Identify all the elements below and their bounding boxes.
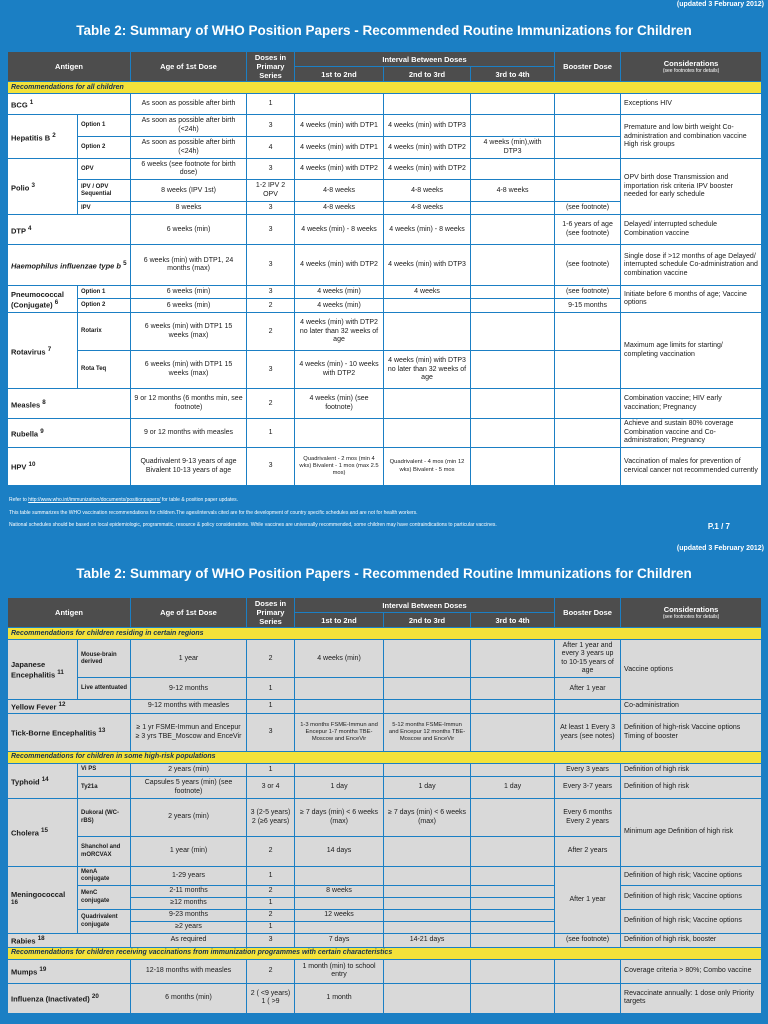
cell-empty — [384, 640, 471, 678]
antigen-pneumococcal: Pneumococcal (Conjugate) $^6$ — [8, 286, 78, 313]
cell-empty — [384, 898, 471, 910]
table-row — [8, 159, 762, 180]
antigen-mumps: Mumps $^{19}$ — [8, 959, 131, 983]
table-row — [8, 777, 762, 799]
header-booster: Booster Dose — [555, 52, 621, 82]
header-interval-3-4: 3rd to 4th — [471, 67, 555, 82]
cell-age: 8 weeks — [131, 202, 247, 215]
cell-age: As soon as possible after birth — [131, 94, 247, 115]
immunization-table-1 — [7, 51, 762, 486]
header-interval: Interval Between Doses — [295, 52, 555, 67]
cell-empty — [471, 714, 555, 752]
cell-doses: 1 — [247, 419, 295, 448]
cell-booster: (see footnote) — [555, 934, 621, 948]
cell-doses: 2 — [247, 313, 295, 351]
cell-empty — [471, 799, 555, 837]
cell-interval: 4 weeks (min) with DTP1 — [295, 115, 384, 137]
cell-interval: 14-21 days — [384, 934, 471, 948]
cell-empty — [384, 959, 471, 983]
cell-considerations: Definition of high risk; Vaccine options — [621, 886, 762, 910]
cell-empty — [384, 700, 471, 714]
header-interval-1-2: 1st to 2nd — [295, 67, 384, 82]
cell-empty — [384, 764, 471, 777]
cell-interval: 1 day — [295, 777, 384, 799]
table-row — [8, 419, 762, 448]
cell-doses: 1 — [247, 922, 295, 934]
table-row — [8, 886, 762, 898]
cell-empty — [384, 910, 471, 922]
cell-booster: After 1 year and every 3 years up to 10-15 years of age — [555, 640, 621, 678]
antigen-japanese-encephalitis: Japanese Encephalitis $^{11}$ — [8, 640, 78, 700]
antigen-meningococcal: Meningococcal $^{16}$ — [8, 867, 78, 934]
cell-empty — [555, 137, 621, 159]
cell-age: 9-23 months — [131, 910, 247, 922]
table-row — [8, 313, 762, 351]
cell-considerations: Achieve and sustain 80% coverage Combination vaccine and Co-administration; Pregnancy — [621, 419, 762, 448]
cell-interval: 4-8 weeks — [295, 180, 384, 202]
cell-considerations: Vaccination of males for prevention of cervical cancer not recommended currently — [621, 448, 762, 486]
cell-doses: 3 — [247, 448, 295, 486]
cell-age: As soon as possible after birth (<24h) — [131, 115, 247, 137]
cell-interval: 4 weeks — [384, 286, 471, 299]
header-interval-3-4: 3rd to 4th — [471, 613, 555, 628]
cell-interval: 4-8 weeks — [384, 180, 471, 202]
header-antigen: Antigen — [8, 52, 131, 82]
cell-interval: 4 weeks (min) - 10 weeks with DTP2 — [295, 351, 384, 389]
cell-considerations: Initiate before 6 months of age; Vaccine options — [621, 286, 762, 313]
section-all-children: Recommendations for all children — [8, 82, 762, 94]
cell-doses: 2 — [247, 389, 295, 419]
cell-doses: 3 — [247, 714, 295, 752]
antigen-bcg: BCG $^1$ — [8, 94, 131, 115]
cell-empty — [471, 159, 555, 180]
header-doses: Doses in Primary Series — [247, 598, 295, 628]
cell-age: 6 weeks (min) with DTP1 15 weeks (max) — [131, 351, 247, 389]
antigen-yellow-fever: Yellow Fever $^{12}$ — [8, 700, 131, 714]
option-label: Rota Teq — [78, 351, 131, 389]
cell-interval: 4-8 weeks — [471, 180, 555, 202]
cell-empty — [555, 313, 621, 351]
position-papers-link[interactable]: http://www.who.int/immunization/documents/positionpapers/ — [28, 497, 161, 503]
cell-empty — [471, 837, 555, 867]
option-label: Vi PS — [78, 764, 131, 777]
option-label: Option 2 — [78, 137, 131, 159]
cell-empty — [471, 351, 555, 389]
cell-age: 1-29 years — [131, 867, 247, 886]
cell-doses: 2 — [247, 959, 295, 983]
cell-empty — [471, 94, 555, 115]
cell-empty — [295, 94, 384, 115]
table-row — [8, 245, 762, 286]
cell-empty — [471, 910, 555, 922]
antigen-typhoid: Typhoid $^{14}$ — [8, 764, 78, 799]
cell-empty — [555, 159, 621, 180]
cell-age: 2 years (min) — [131, 764, 247, 777]
cell-empty — [471, 202, 555, 215]
cell-empty — [295, 867, 384, 886]
cell-empty — [471, 245, 555, 286]
cell-empty — [555, 389, 621, 419]
cell-considerations: Exceptions HIV — [621, 94, 762, 115]
table-row — [8, 867, 762, 886]
option-label: OPV — [78, 159, 131, 180]
notes-refer: Refer to http://www.who.int/immunization/documents/positionpapers/ for table & position paper updates. — [9, 497, 239, 503]
cell-doses: 2 — [247, 299, 295, 313]
cell-empty — [471, 115, 555, 137]
cell-doses: 1 — [247, 898, 295, 910]
cell-empty — [295, 419, 384, 448]
cell-empty — [295, 922, 384, 934]
cell-interval: 4 weeks (min) with DTP2 — [295, 245, 384, 286]
cell-interval: 4 weeks (min) with DTP1 — [295, 137, 384, 159]
cell-age: ≥ 1 yr FSME-Immun and Encepur ≥ 3 yrs TBE_Moscow and EnceVir — [131, 714, 247, 752]
notes-summary: This table summarizes the WHO vaccination recommendations for children.The ages/intervals cited are for the development of country specific schedules and are not for health workers. — [9, 510, 418, 516]
option-label: Dukoral (WC-rBS) — [78, 799, 131, 837]
cell-empty — [555, 180, 621, 202]
cell-considerations: Definition of high risk — [621, 764, 762, 777]
cell-empty — [471, 313, 555, 351]
cell-doses: 3 — [247, 934, 295, 948]
header-considerations-note: (see footnotes for details) — [662, 614, 720, 621]
header-interval-2-3: 2nd to 3rd — [384, 67, 471, 82]
option-label: Option 2 — [78, 299, 131, 313]
cell-empty — [555, 419, 621, 448]
cell-age: 1 year — [131, 640, 247, 678]
cell-empty — [384, 983, 471, 1013]
cell-empty — [384, 313, 471, 351]
cell-empty — [471, 448, 555, 486]
cell-booster: Every 3 years — [555, 764, 621, 777]
option-label: Ty21a — [78, 777, 131, 799]
cell-age: 6 weeks (see footnote for birth dose) — [131, 159, 247, 180]
cell-age: Capsules 5 years (min) (see footnote) — [131, 777, 247, 799]
cell-doses: 2 — [247, 837, 295, 867]
header-booster: Booster Dose — [555, 598, 621, 628]
cell-age: 6 weeks (min) — [131, 299, 247, 313]
cell-interval: ≥ 7 days (min) < 6 weeks (max) — [384, 799, 471, 837]
cell-empty — [295, 764, 384, 777]
cell-doses: 1 — [247, 94, 295, 115]
header-considerations-note: (see footnotes for details) — [662, 68, 720, 75]
header-age: Age of 1st Dose — [131, 52, 247, 82]
cell-considerations: Revaccinate annually: 1 dose only Priority targets — [621, 983, 762, 1013]
cell-interval: 4 weeks (min) with DTP2 — [384, 137, 471, 159]
cell-empty — [471, 934, 555, 948]
cell-age: 1 year (min) — [131, 837, 247, 867]
table-row — [8, 700, 762, 714]
antigen-tick-borne-encephalitis: Tick-Borne Encephalitis $^{13}$ — [8, 714, 131, 752]
cell-considerations: Definition of high-risk Vaccine options Timing of booster — [621, 714, 762, 752]
cell-considerations: Minimum age Definition of high risk — [621, 799, 762, 867]
cell-booster: After 1 year — [555, 867, 621, 934]
cell-empty — [384, 94, 471, 115]
cell-considerations: Vaccine options — [621, 640, 762, 700]
cell-empty — [471, 983, 555, 1013]
cell-considerations: Combination vaccine; HIV early vaccination; Pregnancy — [621, 389, 762, 419]
cell-empty — [295, 678, 384, 700]
cell-interval: 4 weeks (min) with DTP2 no later than 32 weeks of age — [295, 313, 384, 351]
cell-empty — [471, 764, 555, 777]
header-age: Age of 1st Dose — [131, 598, 247, 628]
cell-interval: 4 weeks (min) with DTP3 no later than 32 weeks of age — [384, 351, 471, 389]
cell-empty — [555, 959, 621, 983]
cell-age: 2-11 months — [131, 886, 247, 898]
notes-schedules: National schedules should be based on local epidemiologic, programmatic, resource & policy considerations. While vaccines are universally recommended, some children may have contraindications to particular vaccines. — [9, 522, 497, 528]
cell-interval: Quadrivalent - 4 mos (min 12 wks) Bivalent - 5 mos — [384, 448, 471, 486]
table-row — [8, 910, 762, 922]
table-row — [8, 714, 762, 752]
option-label: IPV — [78, 202, 131, 215]
cell-doses: 4 — [247, 137, 295, 159]
cell-empty — [471, 215, 555, 245]
table-row — [8, 94, 762, 115]
cell-age: Quadrivalent 9-13 years of age Bivalent 10-13 years of age — [131, 448, 247, 486]
page-title: Table 2: Summary of WHO Position Papers - Recommended Routine Immunizations for Children — [76, 23, 692, 38]
antigen-cholera: Cholera $^{15}$ — [8, 799, 78, 867]
section-programme-characteristics: Recommendations for children receiving vaccinations from immunization programmes with certain characteristics — [8, 947, 762, 959]
cell-age: 9-12 months with measles — [131, 700, 247, 714]
table-row — [8, 389, 762, 419]
antigen-influenza: Influenza (Inactivated) $^{20}$ — [8, 983, 131, 1013]
cell-doses: 3 — [247, 351, 295, 389]
cell-interval: ≥ 7 days (min) < 6 weeks (max) — [295, 799, 384, 837]
cell-considerations: Definition of high risk; Vaccine options — [621, 910, 762, 934]
cell-interval: 14 days — [295, 837, 384, 867]
cell-empty — [471, 286, 555, 299]
table-row — [8, 286, 762, 299]
cell-age: 9 or 12 months (6 months min, see footnote) — [131, 389, 247, 419]
cell-doses: 1-2 IPV 2 OPV — [247, 180, 295, 202]
cell-empty — [384, 389, 471, 419]
cell-doses: 1 — [247, 678, 295, 700]
cell-empty — [384, 886, 471, 898]
cell-considerations: Coverage criteria > 80%; Combo vaccine — [621, 959, 762, 983]
cell-empty — [295, 700, 384, 714]
cell-interval: 4 weeks (min) — [295, 299, 384, 313]
table-row — [8, 115, 762, 137]
cell-age: 8 weeks (IPV 1st) — [131, 180, 247, 202]
cell-age: 6 weeks (min) — [131, 286, 247, 299]
cell-interval: 12 weeks — [295, 910, 384, 922]
cell-empty — [555, 700, 621, 714]
cell-doses: 3 or 4 — [247, 777, 295, 799]
cell-age: 9 or 12 months with measles — [131, 419, 247, 448]
cell-age: 6 months (min) — [131, 983, 247, 1013]
cell-booster: (see footnote) — [555, 286, 621, 299]
option-label: MenA conjugate — [78, 867, 131, 886]
cell-interval: 4-8 weeks — [295, 202, 384, 215]
cell-age: ≥2 years — [131, 922, 247, 934]
cell-empty — [471, 867, 555, 886]
cell-booster: Every 3-7 years — [555, 777, 621, 799]
header-antigen: Antigen — [8, 598, 131, 628]
cell-booster: Every 6 months Every 2 years — [555, 799, 621, 837]
cell-interval: 8 weeks — [295, 886, 384, 898]
cell-interval: 4 weeks (min) — [295, 286, 384, 299]
cell-considerations: Co-administration — [621, 700, 762, 714]
cell-doses: 2 ( <9 years) 1 ( >9 — [247, 983, 295, 1013]
cell-interval: 4 weeks (min),with DTP3 — [471, 137, 555, 159]
cell-doses: 3 — [247, 286, 295, 299]
cell-empty — [471, 299, 555, 313]
cell-interval: 4 weeks (min) with DTP2 — [295, 159, 384, 180]
cell-interval: 4 weeks (min) with DTP2 — [384, 159, 471, 180]
cell-empty — [295, 898, 384, 910]
cell-booster: (see footnote) — [555, 202, 621, 215]
section-high-risk: Recommendations for children in some high-risk populations — [8, 752, 762, 764]
cell-interval: 4 weeks (min) - 8 weeks — [384, 215, 471, 245]
cell-empty — [384, 678, 471, 700]
cell-age: As required — [131, 934, 247, 948]
option-label: Option 1 — [78, 115, 131, 137]
cell-age: As soon as possible after birth (<24h) — [131, 137, 247, 159]
header-interval-1-2: 1st to 2nd — [295, 613, 384, 628]
cell-empty — [384, 867, 471, 886]
table-row — [8, 959, 762, 983]
table-row — [8, 934, 762, 948]
table-row — [8, 640, 762, 678]
antigen-rubella: Rubella $^9$ — [8, 419, 131, 448]
cell-considerations: OPV birth dose Transmission and importation risk criteria IPV booster needed for early schedule — [621, 159, 762, 215]
table-row — [8, 983, 762, 1013]
cell-empty — [471, 678, 555, 700]
cell-empty — [471, 700, 555, 714]
cell-booster: At least 1 Every 3 years (see notes) — [555, 714, 621, 752]
antigen-measles: Measles $^8$ — [8, 389, 131, 419]
page-number: P.1 / 7 — [707, 522, 730, 531]
cell-doses: 1 — [247, 867, 295, 886]
option-label: Option 1 — [78, 286, 131, 299]
cell-empty — [471, 898, 555, 910]
updated-date: (updated 3 February 2012) — [676, 1, 764, 8]
cell-empty — [555, 94, 621, 115]
cell-empty — [471, 922, 555, 934]
cell-considerations: Premature and low birth weight Co-administration and combination vaccine High risk groups — [621, 115, 762, 159]
cell-empty — [384, 419, 471, 448]
cell-considerations: Definition of high risk; Vaccine options — [621, 867, 762, 886]
cell-age: 6 weeks (min) — [131, 215, 247, 245]
cell-doses: 2 — [247, 886, 295, 898]
header-considerations: Considerations (see footnotes for details) — [621, 52, 762, 82]
cell-age: 6 weeks (min) with DTP1, 24 months (max) — [131, 245, 247, 286]
cell-considerations: Single dose if >12 months of age Delayed/ interrupted schedule Co-administration and combination vaccine — [621, 245, 762, 286]
cell-interval: 4 weeks (min) with DTP3 — [384, 115, 471, 137]
updated-date-2: (updated 3 February 2012) — [676, 545, 764, 552]
option-label: Quadrivalent conjugate — [78, 910, 131, 934]
option-label: MenC conjugate — [78, 886, 131, 910]
cell-empty — [384, 837, 471, 867]
antigen-hpv: HPV $^{10}$ — [8, 448, 131, 486]
cell-considerations: Maximum age limits for starting/ completing vaccination — [621, 313, 762, 389]
cell-interval: 4 weeks (min) (see footnote) — [295, 389, 384, 419]
cell-age: 9-12 months — [131, 678, 247, 700]
cell-booster: After 2 years — [555, 837, 621, 867]
cell-empty — [471, 886, 555, 898]
cell-empty — [384, 922, 471, 934]
antigen-dtp: DTP $^4$ — [8, 215, 131, 245]
option-label: Shanchol and mORCVAX — [78, 837, 131, 867]
option-label: Mouse-brain derived — [78, 640, 131, 678]
option-label: IPV / OPV Sequential — [78, 180, 131, 202]
cell-booster: After 1 year — [555, 678, 621, 700]
cell-considerations: Definition of high risk, booster — [621, 934, 762, 948]
cell-doses: 2 — [247, 640, 295, 678]
cell-booster: (see footnote) — [555, 245, 621, 286]
cell-interval: 1-3 months FSME-Immun and Encepur 1-7 months TBE-Moscow and EnceVir — [295, 714, 384, 752]
cell-interval: Quadrivalent - 2 mos (min 4 wks) Bivalent - 1 mos (max 2.5 mos) — [295, 448, 384, 486]
cell-interval: 4-8 weeks — [384, 202, 471, 215]
cell-doses: 3 (2-5 years) 2 (≥6 years) — [247, 799, 295, 837]
cell-empty — [384, 299, 471, 313]
table-row — [8, 215, 762, 245]
cell-empty — [471, 640, 555, 678]
cell-doses: 3 — [247, 245, 295, 286]
cell-interval: 1 day — [384, 777, 471, 799]
header-doses: Doses in Primary Series — [247, 52, 295, 82]
antigen-hib: Haemophilus influenzae type b $^5$ — [8, 245, 131, 286]
cell-doses: 3 — [247, 202, 295, 215]
cell-booster: 1-6 years of age (see footnote) — [555, 215, 621, 245]
cell-doses: 3 — [247, 115, 295, 137]
cell-doses: 2 — [247, 910, 295, 922]
table-row — [8, 799, 762, 837]
cell-doses: 3 — [247, 159, 295, 180]
cell-doses: 1 — [247, 764, 295, 777]
cell-interval: 1 month (min) to school entry — [295, 959, 384, 983]
cell-interval: 4 weeks (min) — [295, 640, 384, 678]
cell-age: ≥12 months — [131, 898, 247, 910]
cell-interval: 4 weeks (min) - 8 weeks — [295, 215, 384, 245]
table-row — [8, 764, 762, 777]
cell-considerations: Definition of high risk — [621, 777, 762, 799]
cell-age: 6 weeks (min) with DTP1 15 weeks (max) — [131, 313, 247, 351]
section-certain-regions: Recommendations for children residing in certain regions — [8, 628, 762, 640]
cell-interval: 7 days — [295, 934, 384, 948]
cell-empty — [555, 448, 621, 486]
header-interval: Interval Between Doses — [295, 598, 555, 613]
cell-booster: 9-15 months — [555, 299, 621, 313]
cell-doses: 3 — [247, 215, 295, 245]
cell-age: 12-18 months with measles — [131, 959, 247, 983]
cell-age: 2 years (min) — [131, 799, 247, 837]
cell-interval: 5-12 months FSME-Immun and Encepur 12 months TBE-Moscow and EnceVir — [384, 714, 471, 752]
cell-considerations: Delayed/ interrupted schedule Combination vaccine — [621, 215, 762, 245]
antigen-polio: Polio $^3$ — [8, 159, 78, 215]
immunization-table-2 — [7, 597, 762, 1014]
cell-empty — [471, 959, 555, 983]
cell-doses: 1 — [247, 700, 295, 714]
table-row — [8, 448, 762, 486]
header-considerations: Considerations (see footnotes for details) — [621, 598, 762, 628]
cell-empty — [555, 115, 621, 137]
page-title-2: Table 2: Summary of WHO Position Papers - Recommended Routine Immunizations for Children — [76, 566, 692, 581]
cell-interval: 4 weeks (min) with DTP3 — [384, 245, 471, 286]
antigen-rotavirus: Rotavirus $^7$ — [8, 313, 78, 389]
cell-interval: 1 month — [295, 983, 384, 1013]
cell-empty — [471, 389, 555, 419]
cell-empty — [471, 419, 555, 448]
cell-interval: 1 day — [471, 777, 555, 799]
antigen-hepatitis-b: Hepatitis B $^2$ — [8, 115, 78, 159]
antigen-rabies: Rabies $^{18}$ — [8, 934, 131, 948]
cell-empty — [555, 351, 621, 389]
header-interval-2-3: 2nd to 3rd — [384, 613, 471, 628]
option-label: Rotarix — [78, 313, 131, 351]
option-label: Live attentuated — [78, 678, 131, 700]
cell-empty — [555, 983, 621, 1013]
